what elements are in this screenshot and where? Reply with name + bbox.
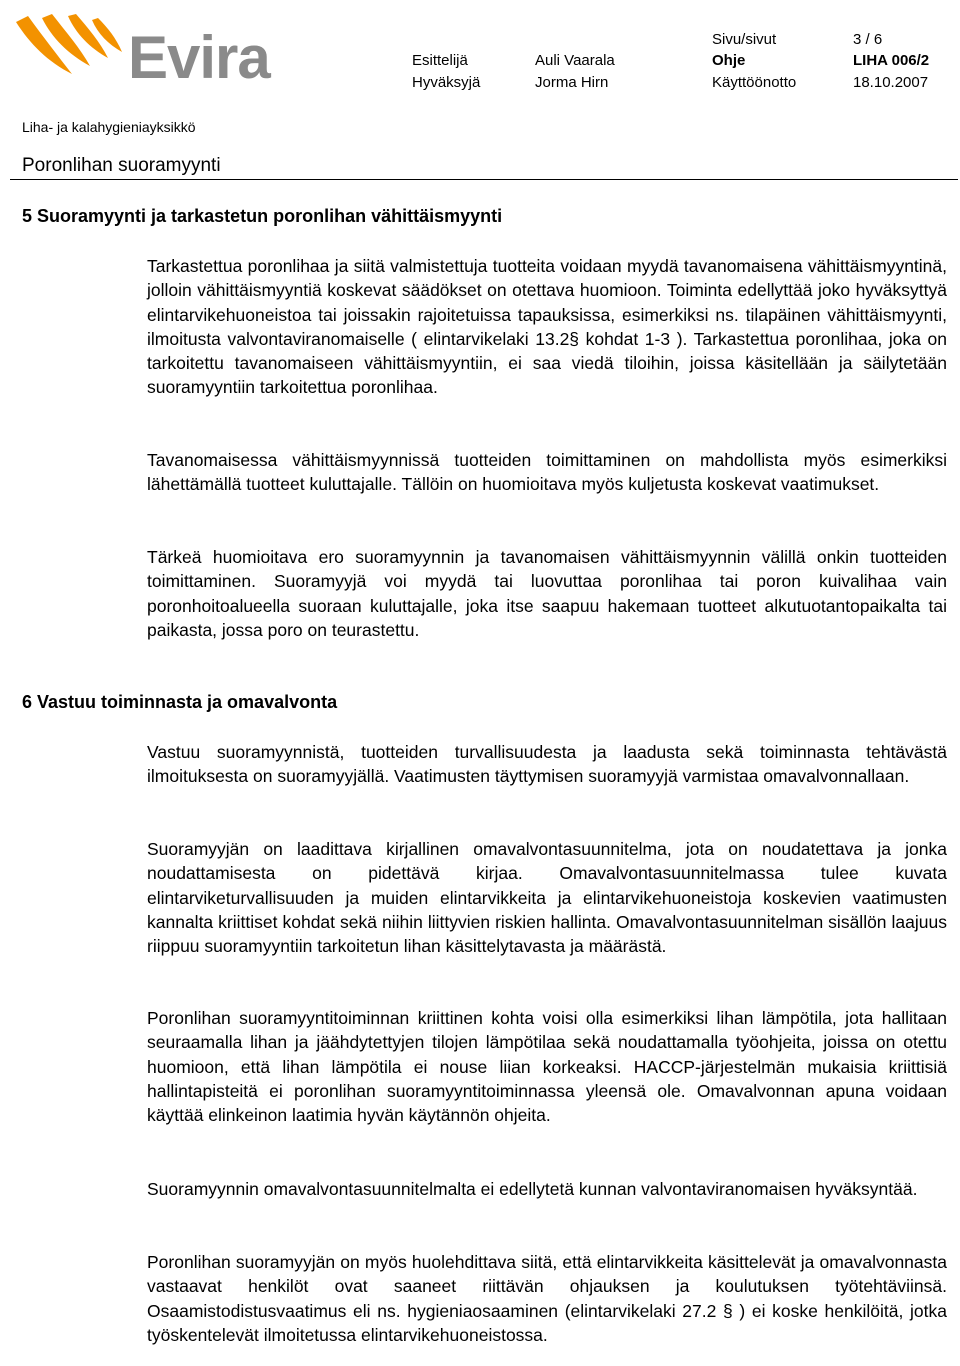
- logo-wordmark: Evira: [128, 24, 270, 91]
- document-title: Poronlihan suoramyynti: [22, 155, 221, 176]
- section-5-paragraph-1: Tarkastettua poronlihaa ja siitä valmistettuja tuotteita voidaan myydä tavanomaisena vähittäismyyntinä, jolloin vähittäismyyntiä koskevat säädökset on otettava huomioon. Toiminta edellyttää joko hyväksyttyä elintarvikehuoneistoa tai joissakin rajoitetuissa tapauksissa, esimerkiksi ns. tilapäinen vähittäismyynti, ilmoitusta valvontaviranomaiselle ( elintarvikelaki 13.2§ kohdat 1-3 ). Tarkastettua poronlihaa, joka on tarkoitettu tavanomaiseen vähittäismyyntiin, ei saa viedä tiloihin, joissa käsitellään ja säilytetään suoramyyntiin tarkoitettua poronlihaa.: [147, 256, 947, 398]
- section-6-paragraph-3: Poronlihan suoramyyntitoiminnan kriittinen kohta voisi olla esimerkiksi lihan lämpötila, jota hallitaan seuraamalla lihan ja jäähdytettyjen tilojen lämpötilaa sekä noudattamalla työohjeita, joissa on otettu huomioon, että lihan lämpötila ei nouse liian korkeaksi. HACCP-järjestelmän mukaisia kriittisiä hallintapisteitä ei poronlihan suoramyyntitoiminnassa yleensä ole. Omavalvonnan apuna voidaan käyttää elinkeinon laatimia hyvän käytännön ohjeita.: [147, 1008, 947, 1126]
- section-5-paragraph-3: Tärkeä huomioitava ero suoramyynnin ja tavanomaisen vähittäismyynnin välillä onkin tuotteiden toimittaminen. Suoramyyjä voi myydä tai luovuttaa poronlihaa tai poron kuivalihaa vain poronhoitoalueella suoraan kuluttajalle, joka itse saapuu hakemaan tuotteet alkutuotantopaikalta tai paikasta, jossa poro on teurastettu.: [147, 547, 947, 640]
- presenter-label: Esittelijä: [412, 52, 468, 69]
- approver-name: Jorma Hirn: [535, 74, 609, 91]
- evira-logo-mark: [10, 10, 130, 92]
- unit-name: Liha- ja kalahygieniayksikkö: [22, 119, 196, 135]
- presenter-name: Auli Vaarala: [535, 52, 615, 69]
- header-divider: [10, 179, 958, 180]
- section-5-heading: 5 Suoramyynti ja tarkastetun poronlihan vähittäismyynti: [22, 206, 503, 226]
- doc-type: Ohje: [712, 52, 746, 69]
- section-6-paragraph-4: Suoramyynnin omavalvontasuunnitelmalta ei edellytetä kunnan valvontaviranomaisen hyväksyntää.: [147, 1179, 918, 1199]
- section-5-paragraph-2: Tavanomaisessa vähittäismyynnissä tuotteiden toimittaminen on mahdollista myös esimerkiksi lähettämällä tuotteet kuluttajalle. Tällöin on huomioitava myös kuljetusta koskevat vaatimukset.: [147, 450, 947, 495]
- section-6-paragraph-2: Suoramyyjän on laadittava kirjallinen omavalvontasuunnitelma, jota on noudatettava ja jonka noudattamisesta on pidettävä kirjaa. Omavalvontasuunnitelmassa tulee kuvata elintarviketurvallisuuden ja muiden elintarvikkeita ja elintarvikehuoneistoja koskevien vaatimusten kannalta kriittiset kohdat sekä niihin liittyvien riskien hallinta. Omavalvontasuunnitelman sisällön laajuus riippuu suoramyyntiin tarkoitetun lihan käsittelytavasta ja määrästä.: [147, 839, 947, 957]
- page-label: Sivu/sivut: [712, 31, 777, 48]
- doc-code: LIHA 006/2: [853, 52, 930, 69]
- section-6-paragraph-5: Poronlihan suoramyyjän on myös huolehdittava siitä, että elintarvikkeita käsittelevät ja omavalvonnasta vastaavat henkilöt ovat saaneet riittävän ohjauksen ja koulutuksen työtehtäviinsä. Osaamistodistusvaatimus eli ns. hygieniaosaaminen (elintarvikelaki 27.2 § ) ei koske henkilöitä, jotka työskentelevät ilmoitetussa elintarvikehuoneistossa.: [147, 1252, 947, 1345]
- approver-label: Hyväksyjä: [412, 74, 481, 91]
- evira-logo: [10, 10, 270, 92]
- section-6-paragraph-1: Vastuu suoramyynnistä, tuotteiden turvallisuudesta ja laadusta sekä toiminnasta tehtävästä ilmoituksesta on suoramyyjällä. Vaatimusten täyttymisen suoramyyjä varmistaa omavalvonnallaan.: [147, 742, 947, 787]
- section-6-heading: 6 Vastuu toiminnasta ja omavalvonta: [22, 692, 338, 712]
- page-number: 3 / 6: [853, 31, 883, 48]
- deployment-date: 18.10.2007: [853, 74, 929, 91]
- deployment-label: Käyttöönotto: [712, 74, 797, 91]
